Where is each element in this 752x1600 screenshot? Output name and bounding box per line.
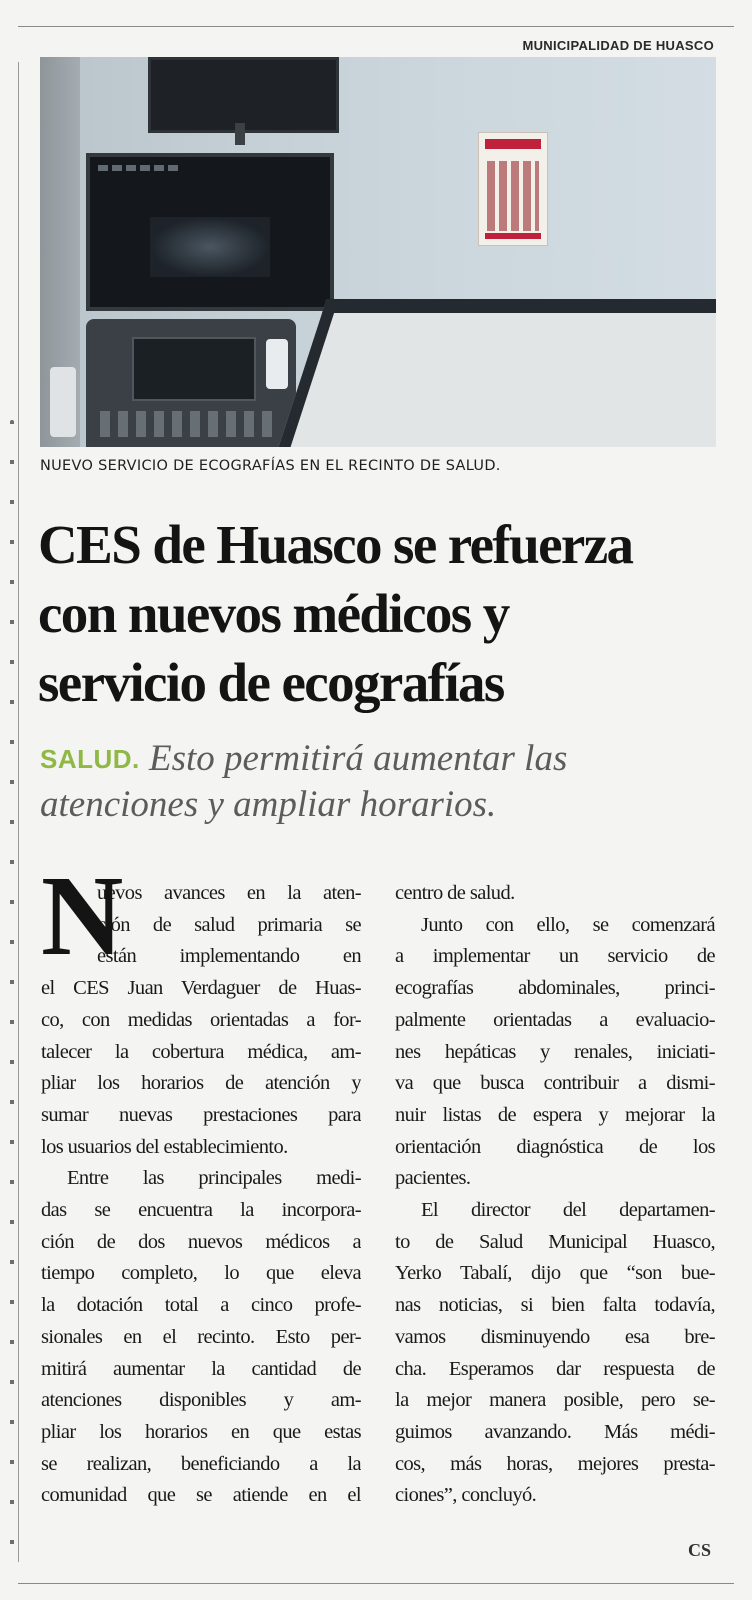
ultrasound-probe bbox=[50, 367, 76, 437]
body-line: ecografías abdominales, princi- bbox=[395, 977, 715, 1000]
body-line: pliar los horarios en que estas bbox=[41, 1420, 361, 1443]
body-line: pliar los horarios de atención y bbox=[41, 1072, 361, 1095]
body-line: orientación diagnóstica de los bbox=[395, 1135, 715, 1158]
poster-header bbox=[485, 139, 541, 149]
headline-line: con nuevos médicos y bbox=[38, 583, 509, 644]
left-margin-dots bbox=[10, 420, 14, 1570]
drop-cap: N bbox=[41, 852, 124, 979]
ultrasound-monitor bbox=[86, 153, 334, 311]
deck bbox=[40, 736, 720, 828]
touch-screen bbox=[132, 337, 256, 401]
body-line: cha. Esperamos dar respuesta de bbox=[395, 1357, 715, 1380]
body-line: nuir listas de espera y mejorar la bbox=[395, 1103, 715, 1126]
end-mark-icon: CS bbox=[688, 1540, 712, 1560]
body-line: guimos avanzando. Más médi- bbox=[395, 1420, 715, 1443]
body-line: los usuarios del establecimiento. bbox=[41, 1135, 288, 1158]
bottom-rule bbox=[18, 1583, 734, 1584]
body-line: uevos avances en la aten- bbox=[97, 882, 361, 904]
body-line: va que busca contribuir a dismi- bbox=[395, 1072, 715, 1095]
monitor-mount bbox=[235, 123, 245, 145]
body-line: comunidad que se atiende en el bbox=[41, 1484, 361, 1507]
body-line: mitirá aumentar la cantidad de bbox=[41, 1357, 361, 1380]
ultrasound-probe bbox=[266, 339, 288, 389]
body-line: El director del departamen- bbox=[421, 1199, 715, 1222]
headline bbox=[38, 510, 728, 717]
body-line: la dotación total a cinco profe- bbox=[41, 1294, 361, 1317]
body-line: Entre las principales medi- bbox=[67, 1167, 361, 1190]
body-line: nas noticias, si bien falta todavía, bbox=[395, 1294, 715, 1317]
body-line: están implementando en bbox=[97, 945, 361, 968]
body-line: to de Salud Municipal Huasco, bbox=[395, 1230, 715, 1253]
body-line: la mejor manera posible, pero se- bbox=[395, 1389, 715, 1412]
body-line: el CES Juan Verdaguer de Huas- bbox=[41, 977, 361, 1000]
headline-line: CES de Huasco se refuerza bbox=[38, 514, 633, 575]
body-column-right bbox=[395, 878, 715, 1512]
body-line: cos, más horas, mejores presta- bbox=[395, 1452, 715, 1475]
body-line: ciones”, concluyó. bbox=[395, 1484, 537, 1507]
body-line: ción de dos nuevos médicos a bbox=[41, 1230, 361, 1253]
top-rule bbox=[18, 26, 734, 27]
ultrasound-scan-image bbox=[150, 217, 270, 277]
control-keys bbox=[100, 411, 280, 437]
body-line: vamos disminuyendo esa bre- bbox=[395, 1325, 715, 1348]
body-line: Yerko Tabalí, dijo que “son bue- bbox=[395, 1262, 715, 1285]
body-column-left bbox=[41, 852, 361, 1512]
body-line: das se encuentra la incorpora- bbox=[41, 1199, 361, 1222]
section-label: MUNICIPALIDAD DE HUASCO bbox=[522, 38, 714, 53]
body-line: talecer la cobertura médica, am- bbox=[41, 1040, 361, 1063]
article-photo bbox=[40, 57, 716, 447]
body-line: se realizan, beneficiando a la bbox=[41, 1452, 361, 1475]
deck-line: Esto permitirá aumentar las bbox=[149, 738, 568, 779]
body-line: ción de salud primaria se bbox=[97, 913, 361, 936]
headline-line: servicio de ecografías bbox=[38, 652, 504, 713]
monitor-readout bbox=[98, 165, 178, 171]
left-column-rule bbox=[18, 62, 19, 1562]
body-line: palmente orientadas a evaluacio- bbox=[395, 1008, 715, 1031]
body-line: nes hepáticas y renales, iniciati- bbox=[395, 1040, 715, 1063]
examination-bed bbox=[273, 299, 716, 447]
section-kicker: SALUD. bbox=[40, 744, 140, 774]
body-line: co, con medidas orientadas a for- bbox=[41, 1008, 361, 1031]
body-line: sumar nuevas prestaciones para bbox=[41, 1103, 361, 1126]
body-line: pacientes. bbox=[395, 1167, 471, 1190]
body-line: atenciones disponibles y am- bbox=[41, 1389, 361, 1412]
body-line: tiempo completo, lo que eleva bbox=[41, 1262, 361, 1285]
deck-line: atenciones y ampliar horarios. bbox=[40, 784, 497, 825]
poster-footer bbox=[485, 233, 541, 239]
body-line: sionales en el recinto. Esto per- bbox=[41, 1325, 361, 1348]
ultrasound-console bbox=[86, 319, 296, 447]
poster-graphics bbox=[487, 161, 539, 231]
body-line: centro de salud. bbox=[395, 882, 515, 904]
body-line: a implementar un servicio de bbox=[395, 945, 715, 968]
wall-poster bbox=[478, 132, 548, 246]
photo-caption: NUEVO SERVICIO DE ECOGRAFÍAS EN EL RECINTO DE SALUD. bbox=[40, 458, 501, 474]
wall-monitor bbox=[148, 57, 339, 133]
body-line: Junto con ello, se comenzará bbox=[421, 913, 715, 936]
